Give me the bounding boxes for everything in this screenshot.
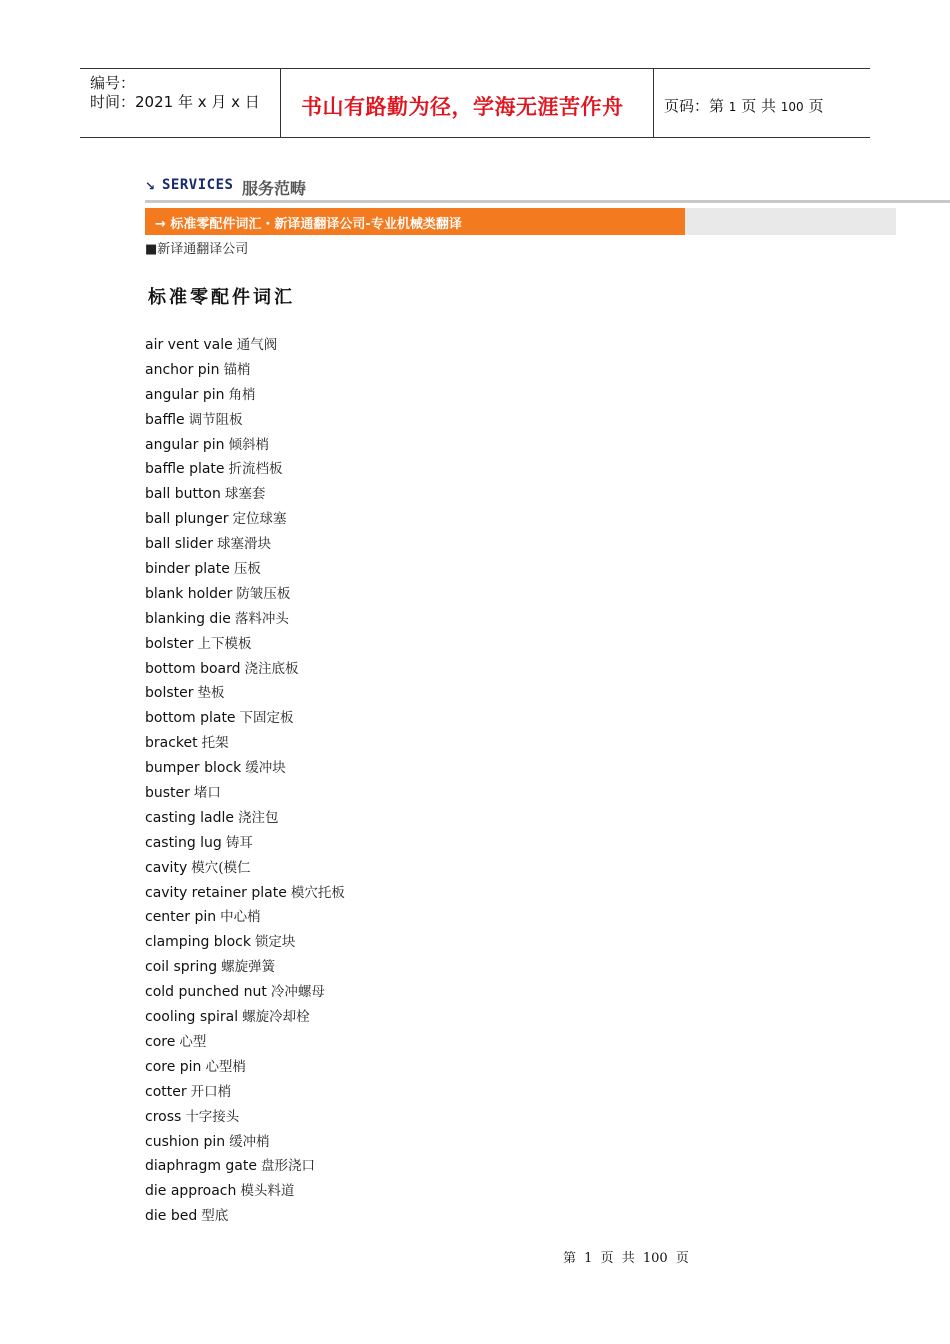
term-item [145,582,345,607]
term-english: angular pin [145,386,225,403]
section-header-bar [145,208,685,235]
term-item [145,1105,345,1130]
term-english: cooling spiral [145,1009,239,1026]
term-english: blank holder [145,585,233,602]
term-item [145,930,345,955]
term-english: bolster [145,635,194,652]
term-chinese: 浇注底板 [244,660,299,677]
term-item [145,831,345,856]
term-chinese: 铸耳 [225,834,253,851]
term-english: ball button [145,486,221,503]
term-item [145,955,345,980]
term-english: casting ladle [145,809,235,826]
term-item [145,1154,345,1179]
arrow-down-right-icon: ↘ [145,179,156,193]
term-chinese: 角梢 [228,386,256,403]
term-item [145,632,345,657]
term-item [145,1179,345,1204]
term-chinese: 压板 [233,561,261,578]
term-english: cushion pin [145,1133,226,1150]
term-item [145,731,345,756]
header-motto-cell [281,69,654,137]
term-item [145,980,345,1005]
term-item [145,1030,345,1055]
term-chinese: 心型梢 [205,1058,246,1075]
footer-page-end: 页 [675,1251,689,1266]
term-chinese: 球塞套 [224,486,266,503]
term-chinese: 定位球塞 [232,511,287,528]
page-footer [563,1247,689,1266]
page-mid: 页 共 [741,97,776,115]
term-english: angular pin [145,436,225,453]
time-label: 时间：2021 年 x 月 x 日 [90,93,260,111]
footer-page-total: 100 [642,1251,668,1266]
term-english: core [145,1033,176,1050]
term-item [145,383,345,408]
term-english: clamping block [145,934,251,951]
term-item [145,333,345,358]
term-item [145,408,345,433]
term-item [145,532,345,557]
term-item [145,1080,345,1105]
number-label: 编号： [90,74,136,92]
term-item [145,457,345,482]
term-item [145,1204,345,1229]
term-chinese: 浇注包 [238,809,279,826]
term-chinese: 心型 [179,1033,207,1050]
term-chinese: 十字接头 [185,1108,240,1125]
term-english: air vent vale [145,337,233,353]
term-chinese: 上下模板 [197,635,252,652]
term-chinese: 缓冲梢 [229,1133,270,1150]
term-english: die approach [145,1183,237,1200]
term-english: center pin [145,909,217,926]
term-chinese: 螺旋弹簧 [221,959,276,976]
term-chinese: 模穴(模仁 [191,859,251,876]
section-header-text: → 标准零配件词汇・新译通翻译公司-专业机械类翻译 [155,217,462,232]
services-chinese: 服务范畴 [242,179,307,198]
term-item [145,1055,345,1080]
document-header [80,68,870,138]
term-item [145,756,345,781]
header-meta-cell [80,69,281,137]
term-english: cavity retainer plate [145,884,287,901]
term-english: bottom plate [145,710,236,727]
term-item [145,557,345,582]
term-chinese: 托架 [201,735,229,752]
term-english: die bed [145,1208,198,1225]
term-chinese: 堵口 [193,785,221,802]
term-chinese: 球塞滑块 [217,536,272,553]
term-item [145,607,345,632]
term-chinese: 锚梢 [223,361,251,378]
term-chinese: 型底 [201,1208,229,1225]
term-english: buster [145,785,190,802]
term-chinese: 垫板 [197,685,225,702]
term-english: ball slider [145,536,214,553]
term-item [145,856,345,881]
term-english: baffle plate [145,461,225,478]
term-chinese: 盘形浇口 [261,1158,315,1175]
term-item [145,706,345,731]
footer-page-number: 1 [584,1251,593,1266]
term-chinese: 倾斜梢 [228,436,270,453]
document-title: 标准零配件词汇 [148,287,295,308]
term-item [145,681,345,706]
term-english: binder plate [145,561,230,578]
term-item [145,881,345,906]
term-item [145,358,345,383]
term-chinese: 下固定板 [239,710,294,727]
page-end: 页 [808,97,824,115]
header-page-cell [654,69,870,137]
term-english: diaphragm gate [145,1158,257,1175]
term-chinese: 模头料道 [240,1183,295,1200]
term-item [145,1130,345,1155]
term-chinese: 调节阻板 [188,411,243,428]
term-item [145,657,345,682]
term-chinese: 中心梢 [220,909,261,926]
term-item [145,507,345,532]
term-english: cavity [145,859,188,876]
term-english: bottom board [145,660,241,677]
company-name: ■新译通翻译公司 [145,242,249,257]
term-english: coil spring [145,959,218,976]
term-english: core pin [145,1058,202,1075]
section-header-filler [685,208,896,235]
term-chinese: 缓冲块 [245,760,286,777]
page-indicator [664,95,823,116]
term-item [145,1005,345,1030]
term-item [145,806,345,831]
term-english: anchor pin [145,361,220,378]
page-total: 100 [780,100,804,114]
term-chinese: 通气阀 [236,337,278,353]
term-english: cross [145,1108,182,1125]
term-chinese: 落料冲头 [234,610,289,627]
term-chinese: 开口梢 [190,1083,232,1100]
page-label: 页码：第 [664,97,725,115]
page-number: 1 [728,100,737,114]
term-english: bumper block [145,760,242,777]
term-english: blanking die [145,610,231,627]
term-english: ball plunger [145,511,229,528]
term-list [145,333,345,1229]
term-english: cotter [145,1083,187,1100]
term-chinese: 锁定块 [254,934,296,951]
term-english: baffle [145,411,185,428]
motto-text: 书山有路勤为径，学海无涯苦作舟 [301,94,624,119]
term-chinese: 模穴托板 [290,884,345,901]
term-chinese: 冷冲螺母 [270,984,325,1001]
term-chinese: 螺旋冷却栓 [242,1009,310,1026]
term-item [145,433,345,458]
banner-divider [145,200,950,203]
term-item [145,482,345,507]
term-english: cold punched nut [145,984,267,1001]
term-chinese: 折流档板 [228,461,283,478]
term-english: bracket [145,735,198,752]
term-english: casting lug [145,834,222,851]
term-chinese: 防皱压板 [236,585,291,602]
term-item [145,781,345,806]
footer-page-mid: 页 共 [600,1251,635,1266]
services-english: SERVICES [162,177,234,193]
term-item [145,905,345,930]
footer-page-word: 第 [563,1251,577,1266]
term-english: bolster [145,685,194,702]
